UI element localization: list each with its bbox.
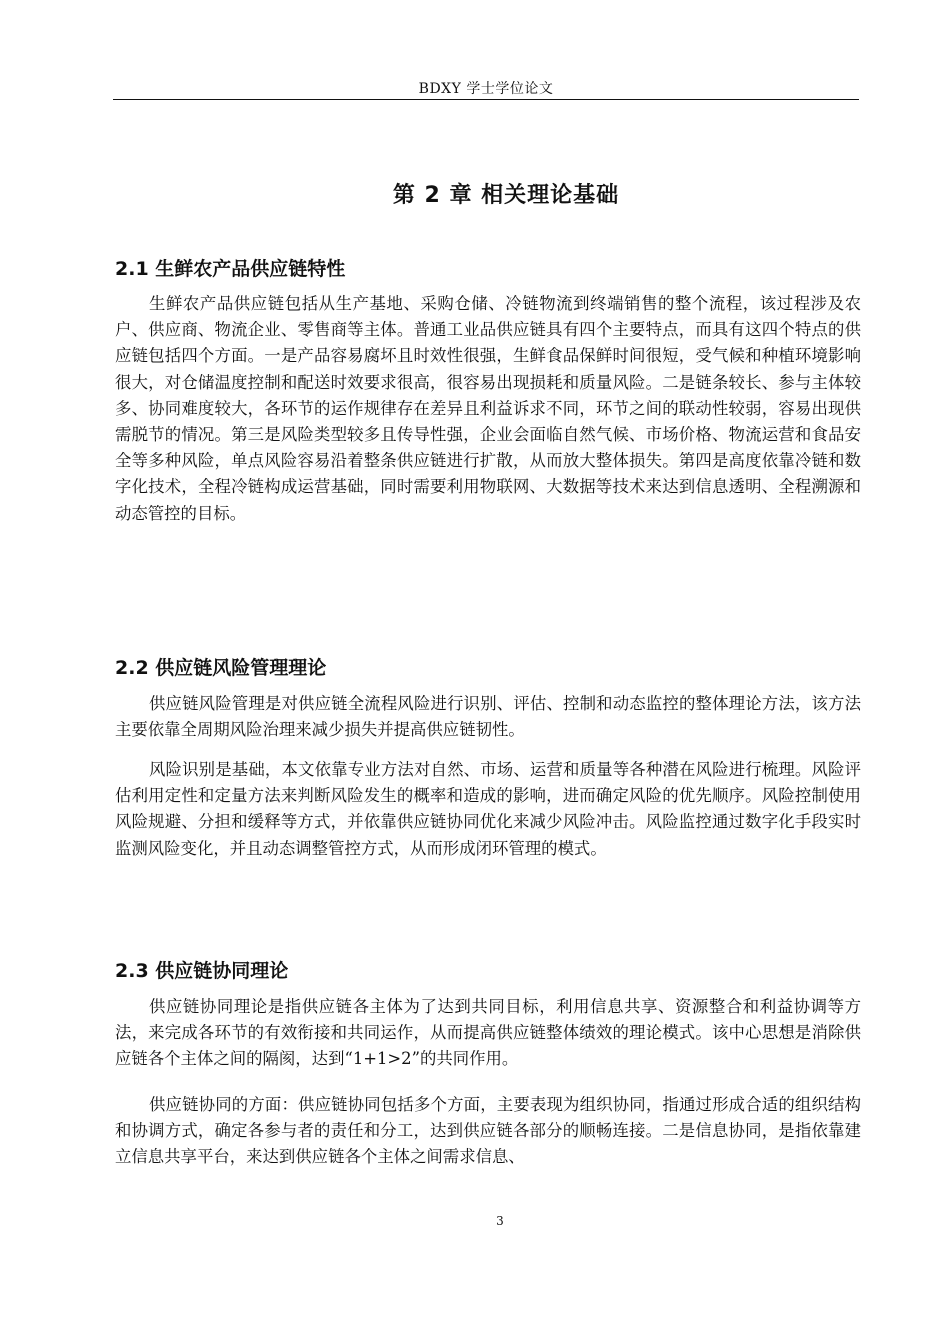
section-heading-2-3: 2.3 供应链协同理论 [115,960,289,982]
section-2-3-paragraph-2: 供应链协同的方面：供应链协同包括多个方面，主要表现为组织协同，指通过形成合适的组织结构和协调方式，确定各参与者的责任和分工，达到供应链各部分的顺畅连接。二是信息协同，是指依靠建立信息共享平台，来达到供应链各个主体之间需求信息、 [115,1095,861,1167]
section-2-2-paragraph-2: 风险识别是基础，本文依靠专业方法对自然、市场、运营和质量等各种潜在风险进行梳理。风险评估利用定性和定量方法来判断风险发生的概率和造成的影响，进而确定风险的优先顺序。风险控制使用风险规避、分担和缓释等方式，并依靠供应链协同优化来减少风险冲击。风险监控通过数字化手段实时监测风险变化，并且动态调整管控方式，从而形成闭环管理的模式。 [115,760,861,858]
running-header: BDXY 学士学位论文 [418,81,554,97]
section-2-3-paragraph-1: 供应链协同理论是指供应链各主体为了达到共同目标，利用信息共享、资源整合和利益协调等方法，来完成各环节的有效衔接和共同运作，从而提高供应链整体绩效的理论模式。该中心思想是消除供应链各个主体之间的隔阂，达到“1+1>2”的共同作用。 [115,997,861,1069]
page-number: 3 [496,1214,504,1228]
section-heading-2-2: 2.2 供应链风险管理理论 [115,657,327,679]
section-2-1-paragraph: 生鲜农产品供应链包括从生产基地、采购仓储、冷链物流到终端销售的整个流程，该过程涉及农户、供应商、物流企业、零售商等主体。普通工业品供应链具有四个主要特点，而具有这四个特点的供应链包括四个方面。一是产品容易腐坏且时效性很强，生鲜食品保鲜时间很短，受气候和种植环境影响很大，对仓储温度控制和配送时效要求很高，很容易出现损耗和质量风险。二是链条较长、参与主体较多、协同难度较大，各环节的运作规律存在差异且利益诉求不同，环节之间的联动性较弱，容易出现供需脱节的情况。第三是风险类型较多且传导性强，企业会面临自然气候、市场价格、物流运营和食品安全等多种风险，单点风险容易沿着整条供应链进行扩散，从而放大整体损失。第四是高度依靠冷链和数字化技术，全程冷链构成运营基础，同时需要利用物联网、大数据等技术来达到信息透明、全程溯源和动态管控的目标。 [115,294,861,523]
section-heading-2-1: 2.1 生鲜农产品供应链特性 [115,258,346,280]
chapter-title: 第 2 章 相关理论基础 [392,183,620,208]
section-2-2-paragraph-1: 供应链风险管理是对供应链全流程风险进行识别、评估、控制和动态监控的整体理论方法，该方法主要依靠全周期风险治理来减少损失并提高供应链韧性。 [115,694,861,740]
header-rule [113,99,859,100]
